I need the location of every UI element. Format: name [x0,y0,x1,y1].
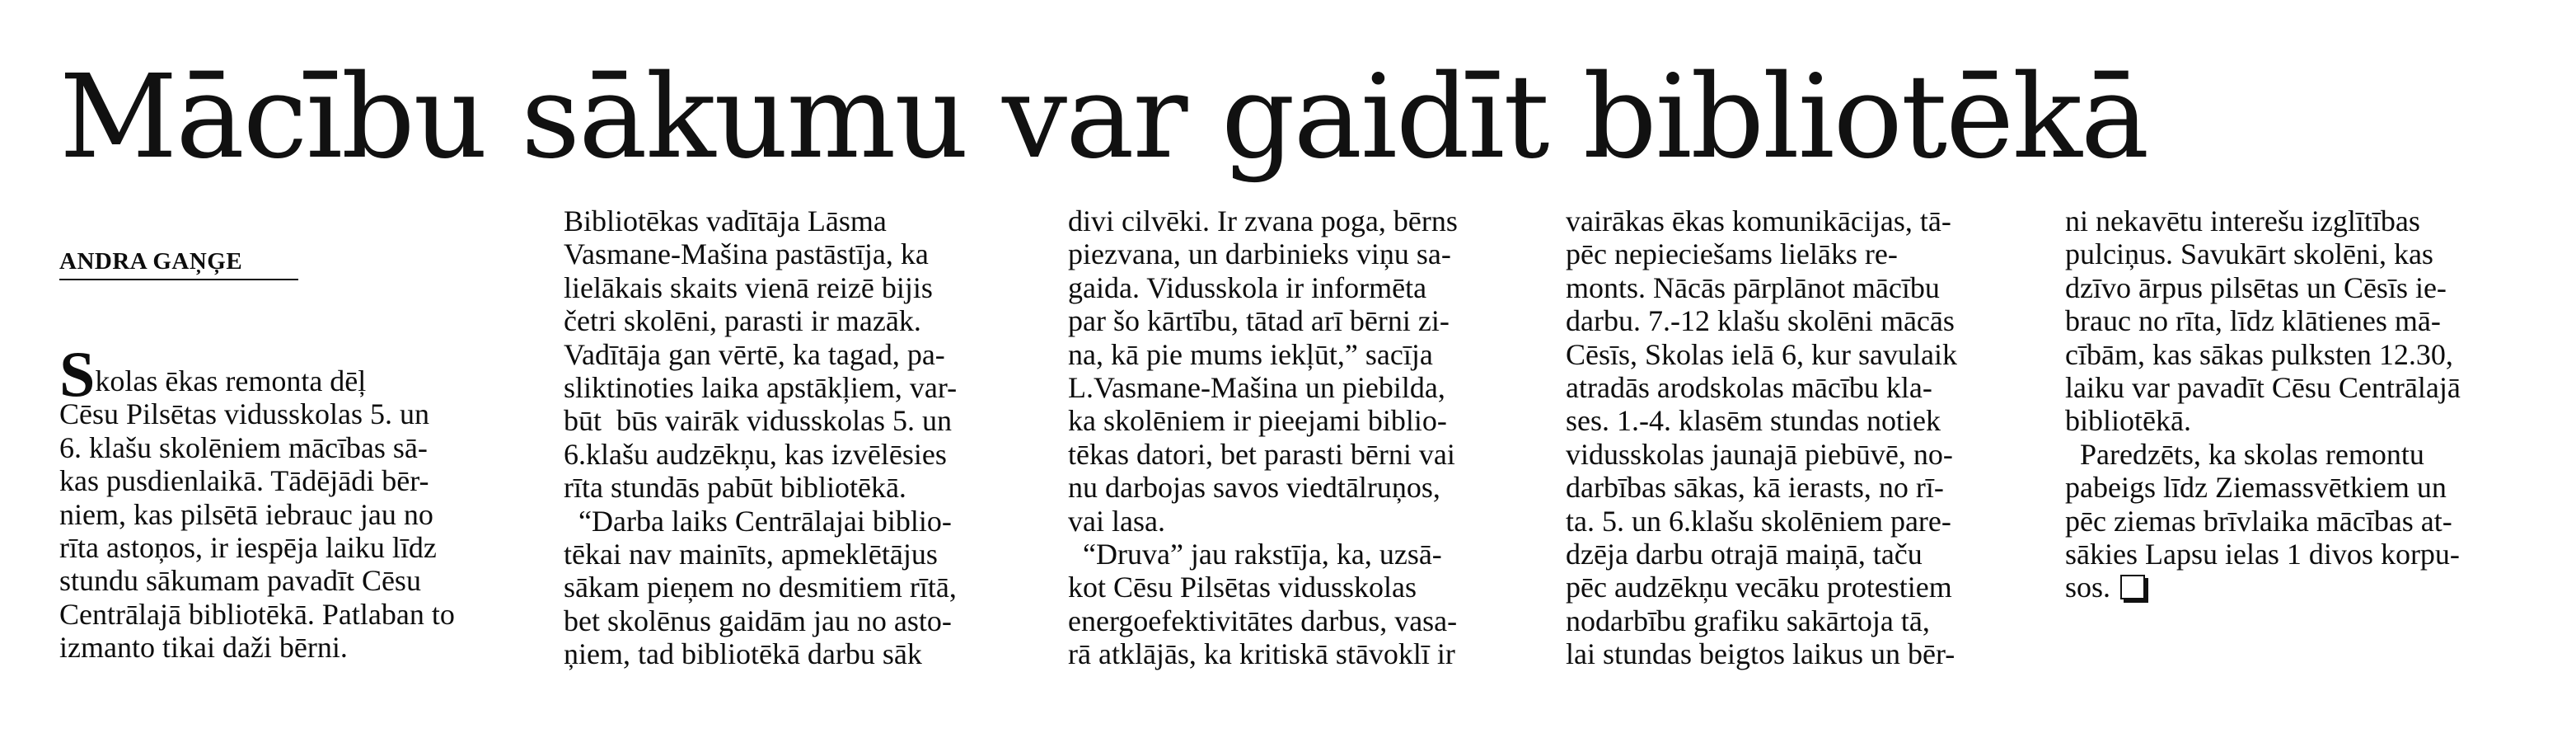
column-line: sākam pieņem no desmitiem rītā, [564,571,957,604]
column-line: atradās arodskolas mācību kla- [1566,371,1932,405]
column-line: Bibliotēkas vadītāja Lāsma [564,204,887,237]
column-line: sākies Lapsu ielas 1 divos korpu- [2065,538,2460,571]
column-line: ni nekavētu interešu izglītības [2065,204,2420,237]
column-line: Centrālajā bibliotēkā. Patlaban to [59,597,455,631]
column-line: lai stundas beigtos laikus un bēr- [1566,637,1955,671]
column-line: vai lasa. [1068,504,1165,538]
column-line: sos. [2065,571,2527,604]
column-line: piezvana, un darbinieks viņu sa- [1068,237,1451,271]
column-line: 6. klašu skolēniem mācības sā- [59,430,428,464]
column-line: dzēja darbu otrajā maiņā, taču [1566,538,1923,571]
column-line: kot Cēsu Pilsētas vidusskolas [1068,571,1417,604]
column-line: Skolas ēkas remonta dēļ [59,338,367,410]
column-line: ta. 5. un 6.klašu skolēniem pare- [1566,504,1951,538]
column-line: pabeigs līdz Ziemassvētkiem un [2065,471,2447,505]
column-line: monts. Nācās pārplānot mācību [1566,270,1940,304]
article-headline: Mācību sākumu var gaidīt bibliotēkā [59,50,2148,185]
column-line: na, kā pie mums iekļūt,” sacīja [1068,337,1433,371]
column-line: četri skolēni, parasti ir mazāk. [564,304,921,338]
column-line: darbu. 7.-12 klašu skolēni mācās [1566,304,1955,338]
column-line: kas pusdienlaikā. Tādējādi bēr- [59,464,429,498]
column-line: pēc ziemas brīvlaika mācības at- [2065,504,2452,538]
column-line: bet skolēnus gaidām jau no asto- [564,604,952,637]
column-line: divi cilvēki. Ir zvana poga, bērns [1068,204,1458,237]
column-line: laiku var pavadīt Cēsu Centrālajā [2065,371,2461,405]
drop-cap: S [59,338,96,410]
column-line: Vadītāja gan vērtē, ka tagad, pa- [564,337,945,371]
column-line: izmanto tikai daži bērni. [59,631,348,665]
column-line: nodarbību grafiku sakārtoja tā, [1566,604,1930,637]
column-line: vidusskolas jaunajā piebūvē, no- [1566,437,1953,471]
column-line: Cēsu Pilsētas vidusskolas 5. un [59,397,430,431]
column-line: ņiem, tad bibliotēkā darbu sāk [564,637,922,671]
column-line: rīta astoņos, ir iespēja laiku līdz [59,531,437,565]
column-line: Cēsīs, Skolas ielā 6, kur savulaik [1566,337,1957,371]
column-line: pulciņus. Savukārt skolēni, kas [2065,237,2433,271]
column-line: dzīvo ārpus pilsētas un Cēsīs ie- [2065,270,2447,304]
article-column-1 [59,338,521,665]
column-line: nu darbojas savos viedtālruņos, [1068,471,1440,505]
column-line: vairākas ēkas komunikācijas, tā- [1566,204,1951,237]
article-column-4 [1566,204,2027,671]
article-column-3 [1068,204,1529,671]
column-line: 6.klašu audzēkņu, kas izvēlēsies [564,437,947,471]
column-line: būt būs vairāk vidusskolas 5. un [564,404,952,438]
column-line: par šo kārtību, tātad arī bērni zi- [1068,304,1450,338]
column-line: rā atklājās, ka kritiskā stāvoklī ir [1068,637,1455,671]
column-line: “Druva” jau rakstīja, ka, uzsā- [1068,538,1442,571]
end-of-article-box-icon [2120,575,2145,599]
column-line: pēc nepieciešams lielāks re- [1566,237,1898,271]
column-line: sliktinoties laika apstākļiem, var- [564,371,958,405]
column-line: energoefektivitātes darbus, vasa- [1068,604,1458,637]
column-line: L.Vasmane-Mašina un piebilda, [1068,371,1445,405]
column-line: tēkai nav mainīts, apmeklētājus [564,538,938,571]
column-line: pēc audzēkņu vecāku protestiem [1566,571,1952,604]
column-line: rīta stundās pabūt bibliotēkā. [564,471,906,505]
article-byline: ANDRA GAŅĢE [59,247,298,280]
column-line: Paredzēts, ka skolas remontu [2065,437,2424,471]
column-line: cībām, kas sākas pulksten 12.30, [2065,337,2453,371]
column-line: tēkas datori, bet parasti bērni vai [1068,437,1455,471]
article-column-5 [2065,204,2527,604]
column-line: brauc no rīta, līdz klātienes mā- [2065,304,2441,338]
column-line: darbības sākas, kā ierasts, no rī- [1566,471,1944,505]
column-line: “Darba laiks Centrālajai biblio- [564,504,952,538]
column-line: ka skolēniem ir pieejami biblio- [1068,404,1447,438]
column-line: stundu sākumam pavadīt Cēsu [59,564,421,598]
column-line: niem, kas pilsētā iebrauc jau no [59,497,433,531]
column-line: gaida. Vidusskola ir informēta [1068,270,1427,304]
column-line: bibliotēkā. [2065,404,2191,438]
column-line: lielākais skaits vienā reizē bijis [564,270,933,304]
column-line: ses. 1.-4. klasēm stundas notiek [1566,404,1941,438]
column-line: Vasmane-Mašina pastāstīja, ka [564,237,929,271]
article-column-2 [564,204,1025,671]
